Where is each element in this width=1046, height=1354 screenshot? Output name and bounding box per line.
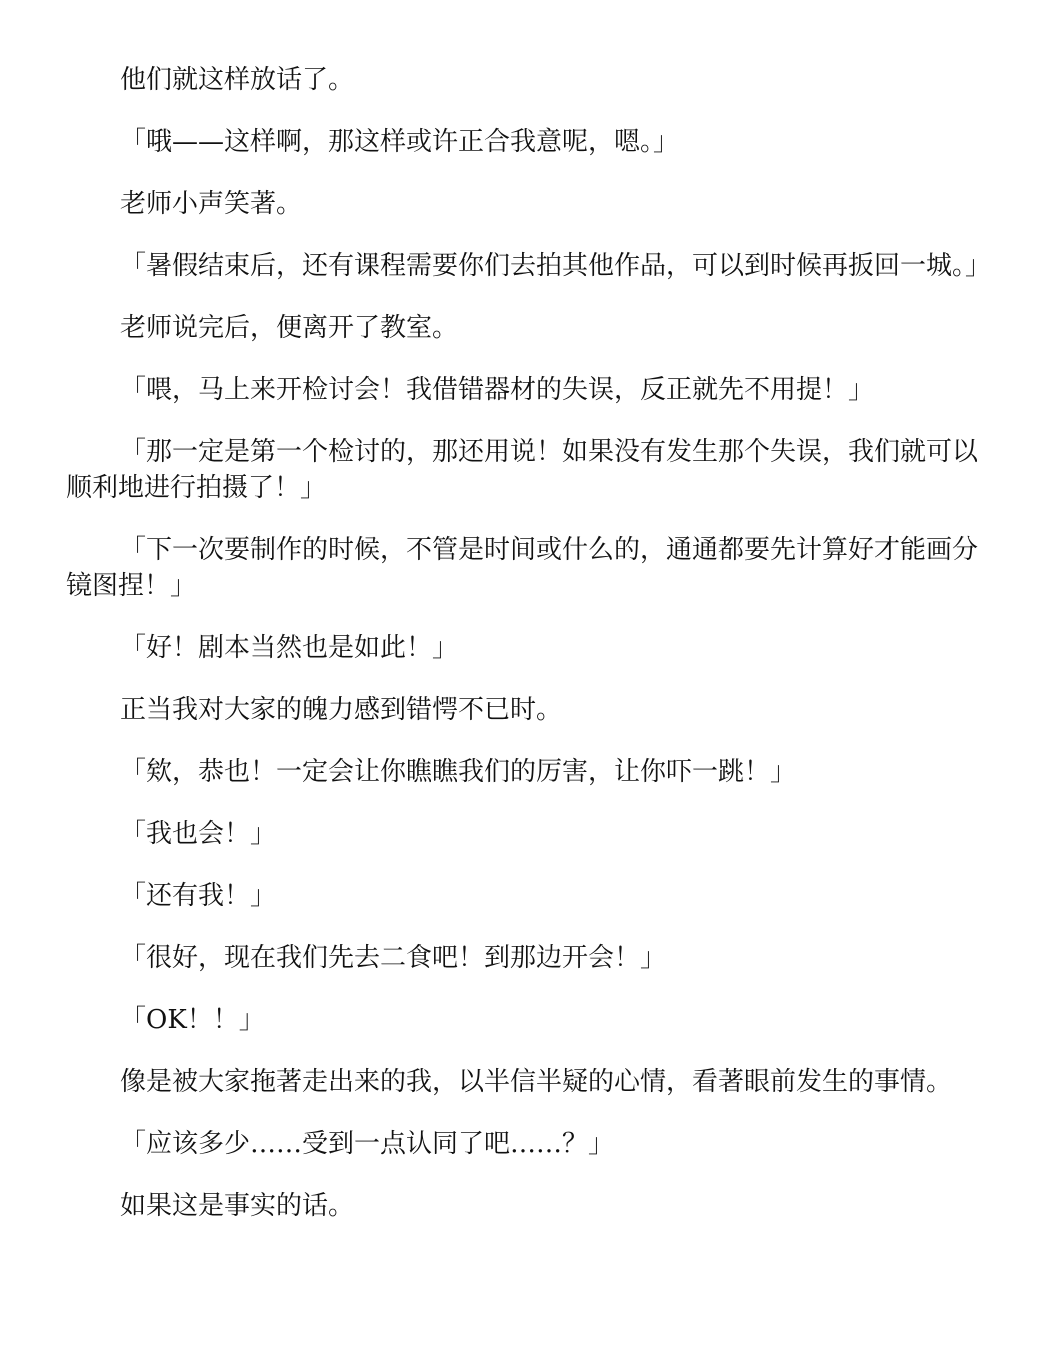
paragraph: 「哦——这样啊，那这样或许正合我意呢，嗯。」 xyxy=(120,127,680,157)
paragraph: 「下一次要制作的时候，不管是时间或什么的，通通都要先计算好才能画分镜图捏！」 xyxy=(66,535,979,601)
paragraph: 老师说完后，便离开了教室。 xyxy=(120,313,459,343)
paragraph: 「喂，马上来开检讨会！我借错器材的失误，反正就先不用提！」 xyxy=(120,375,875,405)
paragraph: 像是被大家拖著走出来的我，以半信半疑的心情，看著眼前发生的事情。 xyxy=(120,1067,953,1097)
paragraph: 正当我对大家的魄力感到错愕不已时。 xyxy=(120,695,563,725)
paragraph: 「OK！！」 xyxy=(120,1005,265,1035)
paragraph: 老师小声笑著。 xyxy=(120,189,303,219)
paragraph: 「还有我！」 xyxy=(120,881,277,911)
paragraph: 「我也会！」 xyxy=(120,819,277,849)
paragraph: 他们就这样放话了。 xyxy=(120,65,355,95)
paragraph: 「很好，现在我们先去二食吧！到那边开会！」 xyxy=(120,943,667,973)
paragraph: 如果这是事实的话。 xyxy=(120,1191,355,1221)
paragraph: 「欸，恭也！一定会让你瞧瞧我们的厉害，让你吓一跳！」 xyxy=(120,757,797,787)
paragraph: 「好！剧本当然也是如此！」 xyxy=(120,633,459,663)
paragraph: 「暑假结束后，还有课程需要你们去拍其他作品，可以到时候再扳回一城。」 xyxy=(120,251,992,281)
document-page xyxy=(66,62,992,1250)
paragraph: 「那一定是第一个检讨的，那还用说！如果没有发生那个失误，我们就可以顺利地进行拍摄了！」 xyxy=(66,437,979,503)
paragraph: 「应该多少……受到一点认同了吧……？」 xyxy=(120,1129,615,1159)
